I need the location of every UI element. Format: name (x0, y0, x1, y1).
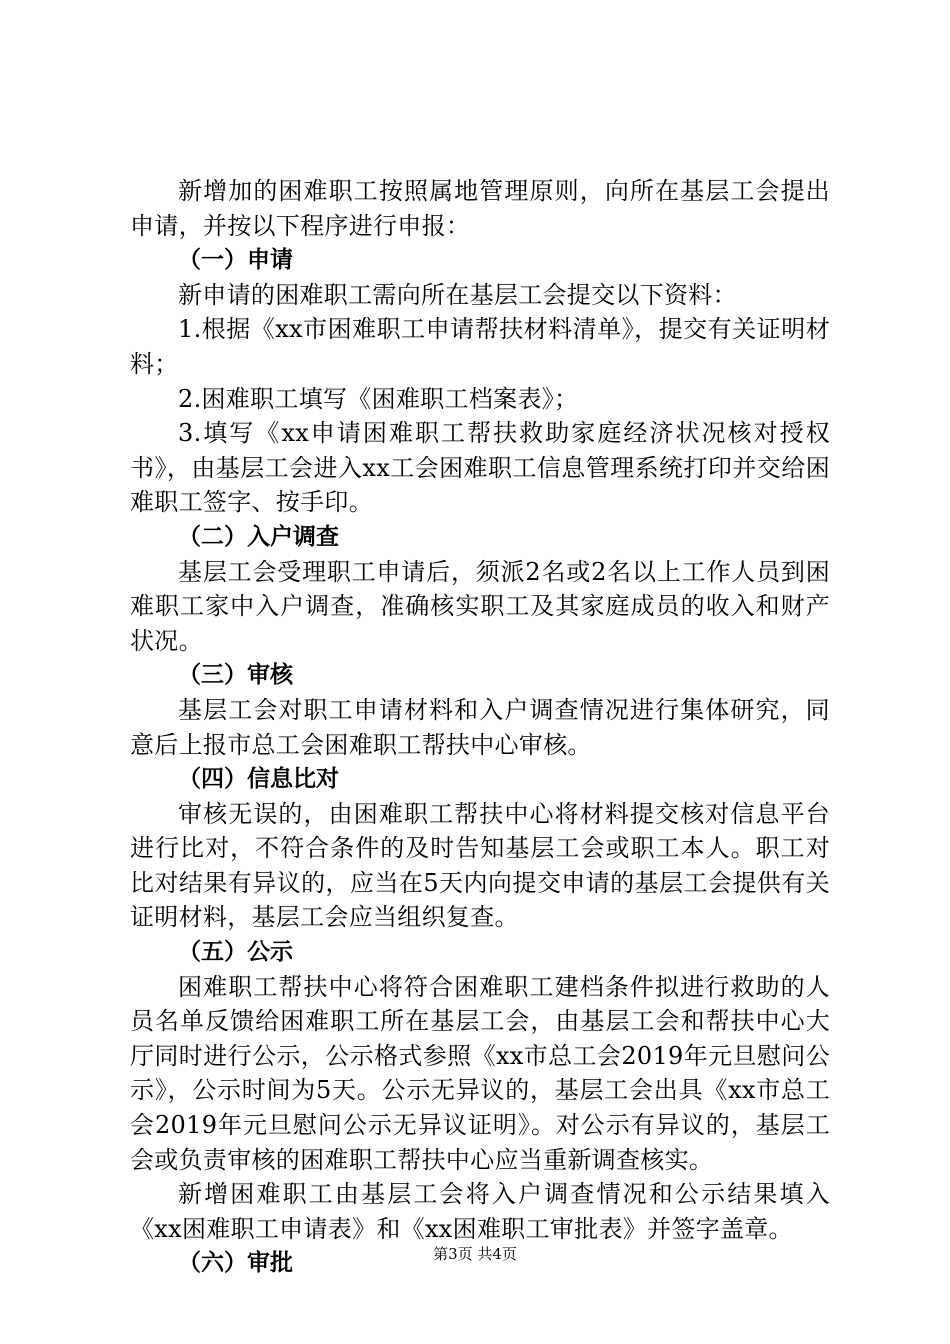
paragraph-materials: 新申请的困难职工需向所在基层工会提交以下资料： (178, 280, 737, 309)
paragraph-new-workers: 新增困难职工由基层工会将入户调查情况和公示结果填入《xx困难职工申请表》和《xx困难职工审批表》并签字盖章。 (130, 1180, 830, 1243)
heading-publicity: （五）公示 (178, 939, 293, 966)
heading-review: （三）审核 (178, 662, 293, 689)
heading-investigation: （二）入户调查 (178, 523, 339, 550)
paragraph-comparison: 审核无误的，由困难职工帮扶中心将材料提交核对信息平台进行比对，不符合条件的及时告知基层工会或职工本人。职工对比对结果有异议的，应当在5天内向提交申请的基层工会提供有关证明材料，基层工会应当组织复查。 (130, 799, 830, 932)
heading-approval: （六）审批 (178, 1250, 293, 1277)
paragraph-intro: 新增加的困难职工按照属地管理原则，向所在基层工会提出申请，并按以下程序进行申报： (130, 177, 830, 240)
list-item-2: 2.困难职工填写《困难职工档案表》； (178, 384, 579, 413)
page-footer: 第3页 共4页 (433, 1245, 517, 1263)
list-item-1: 1.根据《xx市困难职工申请帮扶材料清单》，提交有关证明材料； (130, 315, 830, 378)
document-body (130, 174, 830, 1281)
paragraph-investigation: 基层工会受理职工申请后，须派2名或2名以上工作人员到困难职工家中入户调查，准确核实职工及其家庭成员的收入和财产状况。 (130, 557, 830, 655)
heading-apply: （一）申请 (178, 247, 293, 274)
paragraph-review: 基层工会对职工申请材料和入户调查情况进行集体研究，同意后上报市总工会困难职工帮扶中心审核。 (130, 695, 830, 759)
heading-comparison: （四）信息比对 (178, 766, 339, 793)
list-item-3: 3.填写《xx申请困难职工帮扶救助家庭经济状况核对授权书》，由基层工会进入xx工会困难职工信息管理系统打印并交给困难职工签字、按手印。 (130, 419, 830, 517)
paragraph-publicity: 困难职工帮扶中心将符合困难职工建档条件拟进行救助的人员名单反馈给困难职工所在基层工会，由基层工会和帮扶中心大厅同时进行公示，公示格式参照《xx市总工会2019年元旦慰问公示》，公示时间为5天。公示无异议的，基层工会出具《xx市总工会2019年元旦慰问公示无异议证明》。对公示有异议的，基层工会或负责审核的困难职工帮扶中心应当重新调查核实。 (130, 972, 830, 1174)
